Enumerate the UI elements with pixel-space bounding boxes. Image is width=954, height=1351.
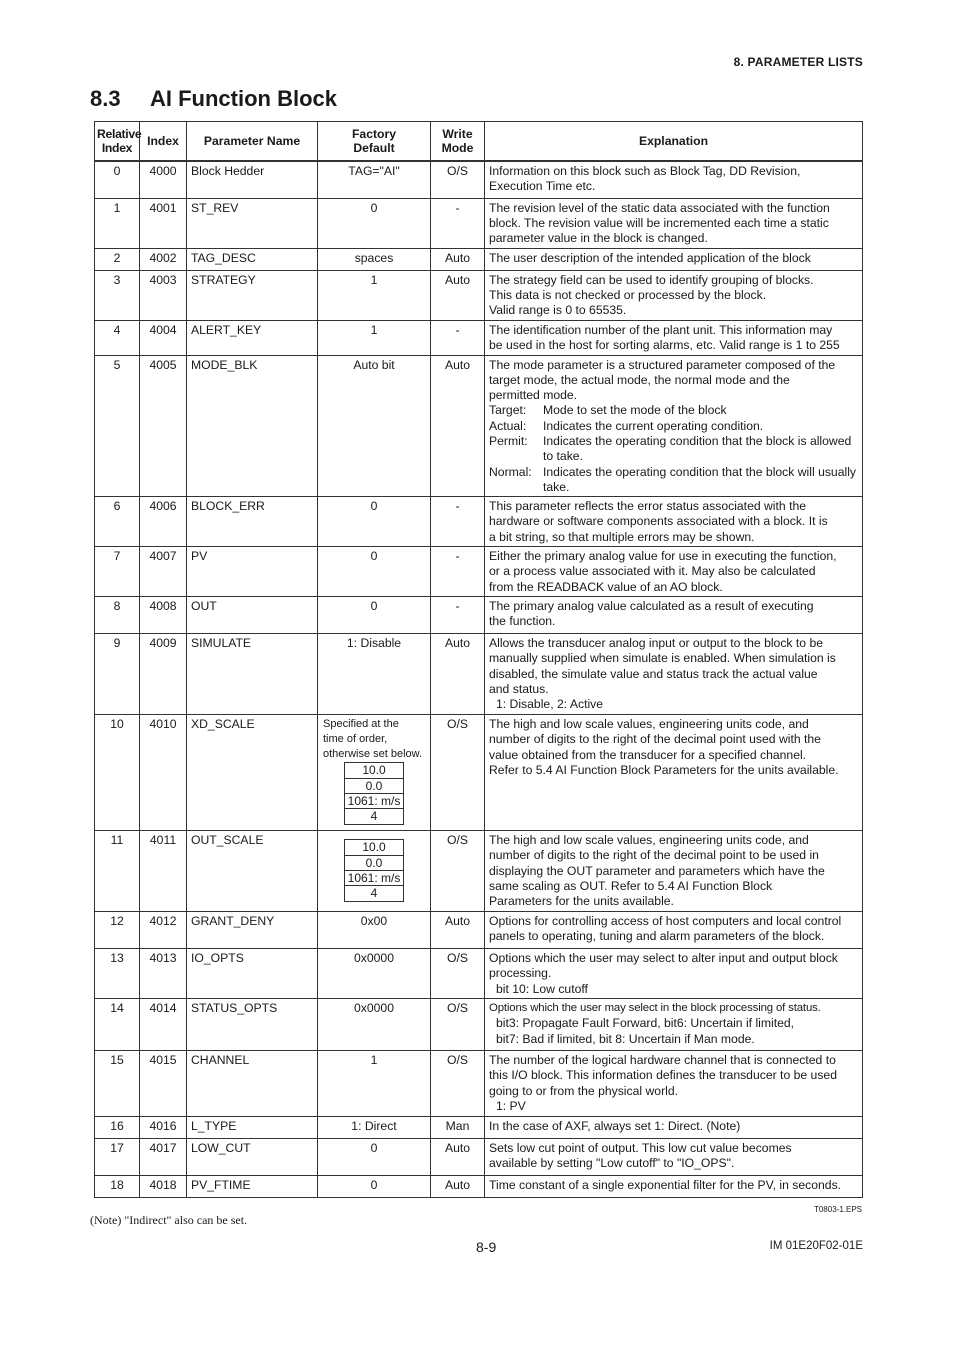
parameter-name-cell: OUT_SCALE [187,831,318,912]
factory-default-value: 0 [370,1141,378,1156]
scale-values-box [344,762,404,825]
explanation-subline: 1: PV [496,1098,526,1113]
relative-index-cell: 4 [95,320,140,355]
table-row [95,1117,863,1139]
explanation-line: manually supplied when simulate is enabled. When simulation is [489,651,836,666]
factory-default-cell [318,949,431,999]
table-body [95,161,863,1198]
factory-default-value: 1 [370,322,378,337]
factory-default-value: 0 [370,549,378,564]
factory-default-cell [318,497,431,547]
factory-default-cell [318,634,431,715]
factory-default-cell [318,831,431,912]
relative-index-cell: 1 [95,198,140,248]
index-cell: 4013 [140,949,187,999]
mode-label: Actual: [489,418,527,433]
factory-default-cell [318,597,431,634]
relative-index-cell: 0 [95,161,140,198]
explanation-line: block. The revision value will be incremented each time a static [489,215,829,230]
table-header-row [95,122,863,162]
parameter-name-cell: SIMULATE [187,634,318,715]
write-mode-cell: - [431,198,485,248]
explanation-cell [485,270,863,320]
table-row [95,715,863,831]
table-row [95,198,863,248]
write-mode-cell: - [431,320,485,355]
factory-default-cell [318,248,431,270]
table-row [95,270,863,320]
relative-index-cell: 14 [95,999,140,1051]
mode-definition [489,465,858,496]
explanation-line: the function. [489,614,556,629]
write-mode-cell: O/S [431,949,485,999]
index-cell: 4010 [140,715,187,831]
mode-description: Mode to set the mode of the block [543,403,727,418]
parameter-name-cell: OUT [187,597,318,634]
index-cell: 4015 [140,1051,187,1117]
factory-default-value: Auto bit [353,357,395,372]
explanation-line: The high and low scale values, engineering units code, and [489,833,809,848]
table-row [95,949,863,999]
factory-default-cell [318,355,431,497]
factory-default-cell [318,270,431,320]
explanation-subline: 1: Disable, 2: Active [496,697,604,712]
explanation-line: The strategy field can be used to identify grouping of blocks. [489,272,814,287]
page-title [90,86,337,112]
explanation-cell [485,320,863,355]
table-row [95,999,863,1051]
parameter-name-cell: TAG_DESC [187,248,318,270]
explanation-cell [485,1051,863,1117]
index-cell: 4018 [140,1176,187,1198]
mode-description: Indicates the operating condition that the block will usually take. [543,464,857,494]
parameter-name-cell: MODE_BLK [187,355,318,497]
explanation-line: Parameters for the units available. [489,894,674,909]
column-header-parameter-name: Parameter Name [187,122,318,162]
table-row [95,248,863,270]
explanation-cell [485,248,863,270]
table-row [95,597,863,634]
figure-label: T0803-1.EPS [813,1205,862,1214]
explanation-cell [485,497,863,547]
explanation-line: be used in the host for sorting alarms, etc. Valid range is 1 to 255 [489,337,840,352]
index-cell: 4005 [140,355,187,497]
explanation-line: disabled, the simulate value and status track the actual value [489,666,818,681]
explanation-line: The primary analog value calculated as a result of executing [489,599,814,614]
explanation-subline: bit3: Propagate Fault Forward, bit6: Uncertain if limited, [496,1016,795,1031]
explanation-subline: bit 10: Low cutoff [496,981,588,996]
factory-default-cell [318,547,431,597]
explanation-line: permitted mode. [489,388,578,403]
table-row [95,634,863,715]
explanation-line: In the case of AXF, always set 1: Direct. (Note) [489,1119,741,1134]
explanation-line: hardware or software components associated with a block. It is [489,514,828,529]
explanation-cell [485,831,863,912]
footnote: (Note) "Indirect" also can be set. [90,1213,248,1227]
factory-default-cell [318,161,431,198]
default-note-line: time of order, [323,733,388,746]
explanation-line: number of digits to the right of the decimal point to be used in [489,848,819,863]
parameter-name-cell: IO_OPTS [187,949,318,999]
factory-default-cell [318,715,431,831]
explanation-line: The number of the logical hardware channel that is connected to [489,1053,836,1068]
explanation-line: Sets low cut point of output. This low cut value becomes [489,1141,792,1156]
explanation-line: target mode, the actual mode, the normal mode and the [489,372,790,387]
explanation-line: Valid range is 0 to 65535. [489,303,627,318]
factory-default-value: 0x0000 [354,951,394,966]
index-cell: 4008 [140,597,187,634]
scale-value: 1061: m/s [344,871,404,886]
index-cell: 4009 [140,634,187,715]
parameter-name-cell: STRATEGY [187,270,318,320]
explanation-cell [485,1117,863,1139]
write-mode-cell: Auto [431,248,485,270]
table-row [95,831,863,912]
parameter-name-cell: PV [187,547,318,597]
explanation-line: parameter value in the block is changed. [489,231,708,246]
explanation-line: panels to operating, tuning and alarm parameters of the block. [489,929,825,944]
factory-default-value: 0x0000 [354,1001,394,1016]
section-header: 8. PARAMETER LISTS [733,55,863,69]
relative-index-cell: 11 [95,831,140,912]
mode-description: Indicates the current operating condition. [543,418,764,433]
parameter-name-cell: LOW_CUT [187,1139,318,1176]
relative-index-cell: 10 [95,715,140,831]
explanation-line: Time constant of a single exponential filter for the PV, in seconds. [489,1178,842,1193]
table-row [95,161,863,198]
explanation-cell [485,949,863,999]
default-note-line: otherwise set below. [323,748,423,761]
scale-value: 4 [344,809,404,824]
explanation-line: this I/O block. This information defines the transducer to be used [489,1068,837,1083]
explanation-line: number of digits to the right of the decimal point used with the [489,732,821,747]
index-cell: 4004 [140,320,187,355]
write-mode-cell: Auto [431,270,485,320]
write-mode-cell: O/S [431,161,485,198]
default-note [322,717,426,762]
scale-value: 4 [344,886,404,901]
index-cell: 4016 [140,1117,187,1139]
factory-default-value: 1: Direct [351,1119,397,1134]
write-mode-cell: Auto [431,634,485,715]
parameter-name-cell: CHANNEL [187,1051,318,1117]
factory-default-value: 0x00 [360,914,388,929]
explanation-line: or a process value associated with it. May also be calculated [489,564,816,579]
explanation-cell [485,355,863,497]
write-mode-cell: O/S [431,1051,485,1117]
explanation-line: from the READBACK value of an AO block. [489,579,723,594]
relative-index-cell: 2 [95,248,140,270]
factory-default-cell [318,1051,431,1117]
relative-index-cell: 18 [95,1176,140,1198]
scale-value: 0.0 [344,856,404,871]
relative-index-cell: 6 [95,497,140,547]
relative-index-cell: 15 [95,1051,140,1117]
factory-default-cell [318,1117,431,1139]
factory-default-value: 1 [370,272,378,287]
mode-label: Target: [489,403,527,418]
index-cell: 4002 [140,248,187,270]
write-mode-cell: O/S [431,831,485,912]
factory-default-value: 1 [370,1053,378,1068]
column-header-explanation: Explanation [485,122,863,162]
column-header-relative-index: Relative Index [95,122,140,162]
explanation-cell [485,161,863,198]
scale-value: 0.0 [344,779,404,794]
write-mode-cell: O/S [431,715,485,831]
explanation-line: Execution Time etc. [489,179,596,194]
explanation-line: a bit string, so that multiple errors may be shown. [489,529,755,544]
factory-default-value: spaces [354,250,394,265]
mode-definition [489,419,858,434]
factory-default-cell [318,999,431,1051]
explanation-line: same scaling as OUT. Refer to 5.4 AI Function Block [489,879,773,894]
explanation-line: This data is not checked or processed by the block. [489,287,767,302]
document-id: IM 01E20F02-01E [769,1240,863,1252]
table-row [95,497,863,547]
index-cell: 4014 [140,999,187,1051]
explanation-subline: bit7: Bad if limited, bit 8: Uncertain if Man mode. [496,1031,755,1046]
explanation-line: displaying the OUT parameter and parameters which have the [489,863,825,878]
index-cell: 4017 [140,1139,187,1176]
scale-values-box [344,839,404,902]
explanation-line: Either the primary analog value for use in executing the function, [489,549,837,564]
section-title: AI Function Block [150,86,337,111]
relative-index-cell: 9 [95,634,140,715]
parameter-name-cell: L_TYPE [187,1117,318,1139]
mode-label: Normal: [489,464,532,479]
factory-default-cell [318,198,431,248]
parameter-name-cell: ST_REV [187,198,318,248]
column-header-factory-default: Factory Default [318,122,431,162]
explanation-line: The user description of the intended application of the block [489,250,811,265]
relative-index-cell: 5 [95,355,140,497]
explanation-line: This parameter reflects the error status associated with the [489,499,807,514]
explanation-line: The revision level of the static data associated with the function [489,200,830,215]
table-row [95,320,863,355]
write-mode-cell: - [431,597,485,634]
mode-definition [489,403,858,418]
section-number: 8.3 [90,86,121,111]
mode-definition [489,434,858,465]
factory-default-value: TAG="AI" [348,164,400,178]
scale-value: 10.0 [344,839,404,855]
mode-description: Indicates the operating condition that the block is allowed to take. [543,433,852,464]
factory-default-value: 0 [370,1178,378,1193]
relative-index-cell: 16 [95,1117,140,1139]
write-mode-cell: Auto [431,355,485,497]
factory-default-cell [318,1139,431,1176]
explanation-cell [485,1139,863,1176]
explanation-line: Refer to 5.4 AI Function Block Parameters for the units available. [489,763,839,778]
page-number: 8-9 [476,1239,497,1255]
explanation-line: The identification number of the plant unit. This information may [489,322,833,337]
default-note-line: Specified at the [323,718,399,731]
explanation-cell [485,634,863,715]
factory-default-cell [318,320,431,355]
explanation-line: processing. [489,966,552,981]
relative-index-cell: 7 [95,547,140,597]
parameter-name-cell: ALERT_KEY [187,320,318,355]
column-header-write-mode: Write Mode [431,122,485,162]
index-cell: 4000 [140,161,187,198]
table-row [95,912,863,949]
index-cell: 4011 [140,831,187,912]
explanation-line: going to or from the physical world. [489,1083,678,1098]
factory-default-value: 1: Disable [346,636,402,651]
explanation-line: The mode parameter is a structured parameter composed of the [489,357,836,372]
table-row [95,1139,863,1176]
explanation-cell [485,999,863,1051]
explanation-line: Allows the transducer analog input or output to the block to be [489,636,824,651]
factory-default-value: 0 [370,499,378,514]
table-row [95,1051,863,1117]
index-cell: 4012 [140,912,187,949]
parameter-name-cell: Block Hedder [187,161,318,198]
parameter-name-cell: STATUS_OPTS [187,999,318,1051]
explanation-line: The high and low scale values, engineering units code, and [489,717,809,732]
relative-index-cell: 3 [95,270,140,320]
factory-default-cell [318,912,431,949]
write-mode-cell: Auto [431,912,485,949]
relative-index-cell: 17 [95,1139,140,1176]
parameter-name-cell: PV_FTIME [187,1176,318,1198]
scale-value: 10.0 [344,762,404,778]
table-row [95,547,863,597]
relative-index-cell: 12 [95,912,140,949]
explanation-line: available by setting "Low cutoff" to "IO_OPS". [489,1156,735,1171]
relative-index-cell: 8 [95,597,140,634]
explanation-line: Options which the user may select to alter input and output block [489,951,838,966]
table-row [95,1176,863,1198]
explanation-line: Options for controlling access of host computers and local control [489,914,842,929]
write-mode-cell: Auto [431,1139,485,1176]
index-cell: 4003 [140,270,187,320]
parameter-name-cell: GRANT_DENY [187,912,318,949]
explanation-cell [485,715,863,831]
relative-index-cell: 13 [95,949,140,999]
parameter-name-cell: BLOCK_ERR [187,497,318,547]
write-mode-cell: - [431,497,485,547]
column-header-index: Index [140,122,187,162]
explanation-line: Options which the user may select in the block processing of status. [489,1002,821,1015]
parameter-table [94,121,863,1198]
write-mode-cell: Auto [431,1176,485,1198]
explanation-cell [485,597,863,634]
explanation-line: value obtained from the transducer for a specified channel. [489,747,807,762]
table-row [95,355,863,497]
explanation-line: Information on this block such as Block Tag, DD Revision, [489,164,801,178]
explanation-cell [485,198,863,248]
parameter-name-cell: XD_SCALE [187,715,318,831]
factory-default-cell [318,1176,431,1198]
index-cell: 4001 [140,198,187,248]
index-cell: 4006 [140,497,187,547]
mode-label: Permit: [489,433,528,448]
explanation-cell [485,1176,863,1198]
scale-value: 1061: m/s [344,794,404,809]
index-cell: 4007 [140,547,187,597]
explanation-cell [485,912,863,949]
factory-default-value: 0 [370,599,378,614]
explanation-line: and status. [489,682,549,697]
factory-default-value: 0 [370,200,378,215]
explanation-cell [485,547,863,597]
write-mode-cell: - [431,547,485,597]
write-mode-cell: Man [431,1117,485,1139]
write-mode-cell: O/S [431,999,485,1051]
